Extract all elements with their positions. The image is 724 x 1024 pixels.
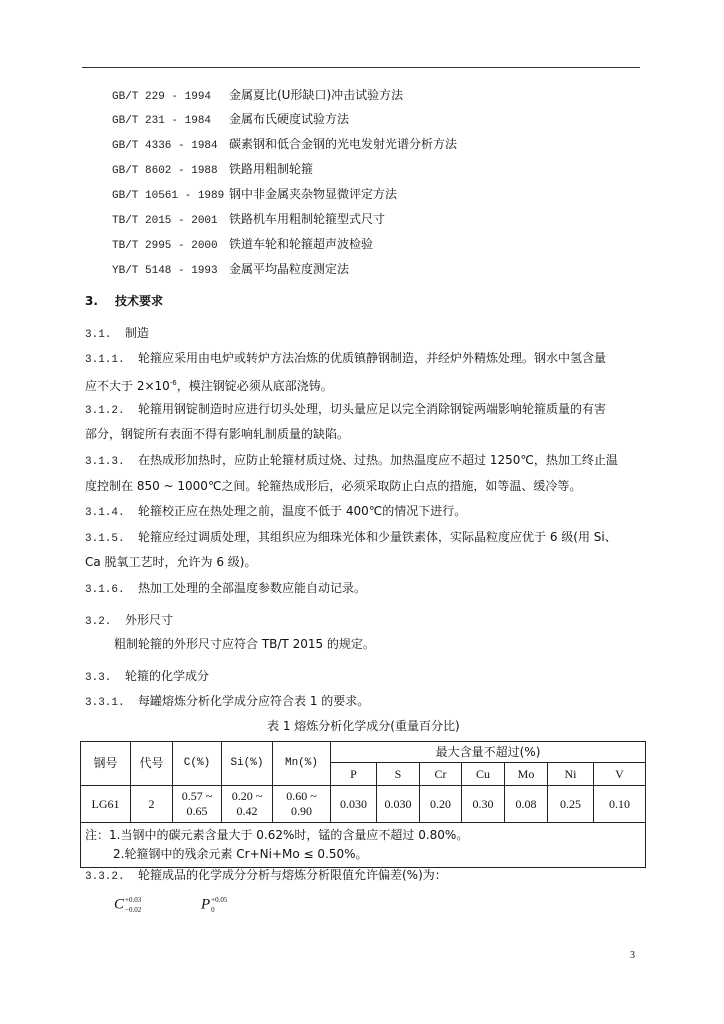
clause-3-3-1 [85,693,369,710]
subsection-number: 3.2. [85,616,112,628]
clause-text: 轮箍应经过调质处理，其组织应为细珠光体和少量铁素体，实际晶粒度应优于 6 级(用 Si、 [138,530,617,544]
clause-number: 3.3.1. [85,697,125,709]
standard-item [112,261,349,277]
formula-upper: +0.05 [211,896,228,904]
clause-3-1-1-line2 [85,375,333,392]
clause-text: ，模注钢锭必须从底部浇铸。 [176,379,333,393]
table-row [81,786,646,823]
clause-3-1-4 [85,503,466,520]
cell-c-min: 0.57 ~ [181,789,213,803]
clause-3-1-3-line1 [85,452,618,469]
clause-number: 3.1.2. [85,405,125,417]
header-si: Si(%) [222,742,273,786]
clause-text: 轮箍校正应在热处理之前，温度不低于 400℃的情况下进行。 [138,504,467,518]
subsection-title: 轮箍的化学成分 [125,669,210,683]
standard-item [112,211,385,227]
clause-number: 3.1.3. [85,456,125,468]
subsection-title: 制造 [125,326,150,340]
table-note-row [81,823,646,868]
header-rule [82,67,640,68]
phosphorus-tolerance [201,895,227,915]
standard-title: 钢中非金属夹杂物显微评定方法 [229,187,398,201]
carbon-tolerance [114,895,141,915]
header-grade: 钢号 [81,742,131,786]
table-header-row [81,742,646,763]
clause-number: 3.1.6. [85,584,125,596]
clause-text: 轮箍成品的化学成分分析与熔炼分析限值允许偏差(%)为： [138,868,447,882]
table-caption: 表 1 熔炼分析化学成分(重量百分比) [267,719,460,733]
standard-item [112,161,313,177]
header-cu: Cu [462,763,505,786]
subsection-heading [85,612,173,629]
header-v: V [594,763,646,786]
clause-3-1-2-line2 [85,426,349,443]
cell-si-min: 0.20 ~ [231,789,263,803]
standard-title: 金属夏比(U形缺口)冲击试验方法 [229,88,404,102]
standard-title: 铁路用粗制轮箍 [229,162,314,176]
standard-title: 碳素钢和低合金钢的光电发射光谱分析方法 [229,137,458,151]
standard-title: 金属布氏硬度试验方法 [229,112,350,126]
clause-3-2-text [114,636,375,653]
formula-symbol: C [114,896,125,913]
clause-number: 3.1.1. [85,354,125,366]
standard-title: 金属平均晶粒度测定法 [229,262,350,276]
chemical-composition-table [80,741,646,868]
formula-lower: −0.02 [125,906,142,914]
cell-mn-min: 0.60 ~ [286,789,317,803]
clause-text: 在热成形加热时，应防止轮箍材质过烧、过热。加热温度应不超过 1250℃，热加工终止温 [138,453,618,467]
cell-s: 0.030 [377,786,420,823]
header-s: S [377,763,420,786]
standard-code: TB/T 2015 - 2001 [112,215,218,227]
formula-lower: 0 [211,906,215,914]
standard-title: 铁路机车用粗制轮箍型式尺寸 [229,212,386,226]
standard-item [112,87,403,103]
section-number: 3. [85,294,98,308]
standard-code: GB/T 4336 - 1984 [112,140,218,152]
cell-si [222,786,273,823]
subsection-title: 外形尺寸 [125,613,174,627]
clause-text: 轮箍应采用由电炉或转炉方法冶炼的优质镇静钢制造，并经炉外精炼处理。钢水中氢含量 [138,351,607,365]
header-mo: Mo [505,763,548,786]
standard-code: GB/T 10561 - 1989 [112,190,225,202]
clause-3-1-1-line1 [85,350,606,367]
clause-3-1-2-line1 [85,401,606,418]
cell-mn-max: 0.90 [291,804,312,818]
formula-limits [125,895,141,915]
cell-si-max: 0.42 [236,804,258,818]
standard-item [112,136,457,152]
cell-code: 2 [131,786,173,823]
cell-mo: 0.08 [505,786,548,823]
clause-text: 部分，钢锭所有表面不得有影响轧制质量的缺陷。 [85,427,350,441]
standard-title: 铁道车轮和轮箍超声波检验 [229,237,374,251]
clause-text: 粗制轮箍的外形尺寸应符合 TB/T 2015 的规定。 [114,637,375,651]
subsection-number: 3.3. [85,672,112,684]
clause-3-1-6 [85,580,366,597]
clause-text: 度控制在 850 ~ 1000℃之间。轮箍热成形后，必须采取防止白点的措施，如等温、缓冷等。 [85,479,582,493]
clause-text: 轮箍用钢锭制造时应进行切头处理，切头量应足以完全消除钢锭两端影响轮箍质量的有害 [138,402,607,416]
cell-ni: 0.25 [548,786,594,823]
standard-code: GB/T 229 - 1994 [112,91,212,103]
standard-item [112,186,397,202]
standard-code: TB/T 2995 - 2000 [112,240,218,252]
formula-limits [211,895,227,915]
cell-grade: LG61 [81,786,131,823]
header-code: 代号 [131,742,173,786]
clause-3-3-2 [85,867,447,884]
cell-c-max: 0.65 [186,804,208,818]
header-p: P [331,763,377,786]
cell-p: 0.030 [331,786,377,823]
standard-item [112,111,349,127]
header-ni: Ni [548,763,594,786]
header-c: C(%) [173,742,222,786]
standard-code: GB/T 8602 - 1988 [112,165,218,177]
table-note-1: 注：1.当钢中的碳元素含量大于 0.62%时，锰的含量应不超过 0.80%。 [85,828,469,842]
clause-number: 3.1.5. [85,533,125,545]
formula-upper: +0.03 [125,896,142,904]
subsection-heading [85,325,149,342]
section-title: 技术要求 [115,294,164,308]
cell-cr: 0.20 [420,786,462,823]
clause-text: Ca 脱氧工艺时，允许为 6 级)。 [85,555,257,569]
header-max-content: 最大含量不超过(%) [331,742,646,763]
standard-item [112,236,373,252]
standard-code: YB/T 5148 - 1993 [112,265,218,277]
cell-cu: 0.30 [462,786,505,823]
cell-v: 0.10 [594,786,646,823]
header-mn: Mn(%) [273,742,331,786]
clause-number: 3.1.4. [85,507,125,519]
cell-c [173,786,222,823]
clause-3-1-5-line1 [85,529,617,546]
page-number: 3 [630,950,635,961]
subsection-number: 3.1. [85,329,112,341]
cell-mn [273,786,331,823]
clause-3-1-5-line2 [85,554,257,571]
section-heading [85,293,163,310]
standard-code: GB/T 231 - 1984 [112,115,212,127]
table-note-2: 2.轮箍钢中的残余元素 Cr+Ni+Mo ≤ 0.50%。 [113,847,368,861]
clause-text: 应不大于 2×10 [85,379,170,393]
exponent: -6 [169,379,177,387]
clause-number: 3.3.2. [85,871,125,883]
table-note [81,823,646,868]
clause-text: 每罐熔炼分析化学成分应符合表 1 的要求。 [138,694,370,708]
header-cr: Cr [420,763,462,786]
clause-text: 热加工处理的全部温度参数应能自动记录。 [138,581,367,595]
formula-symbol: P [201,896,211,913]
clause-3-1-3-line2 [85,478,581,495]
subsection-heading [85,668,209,685]
